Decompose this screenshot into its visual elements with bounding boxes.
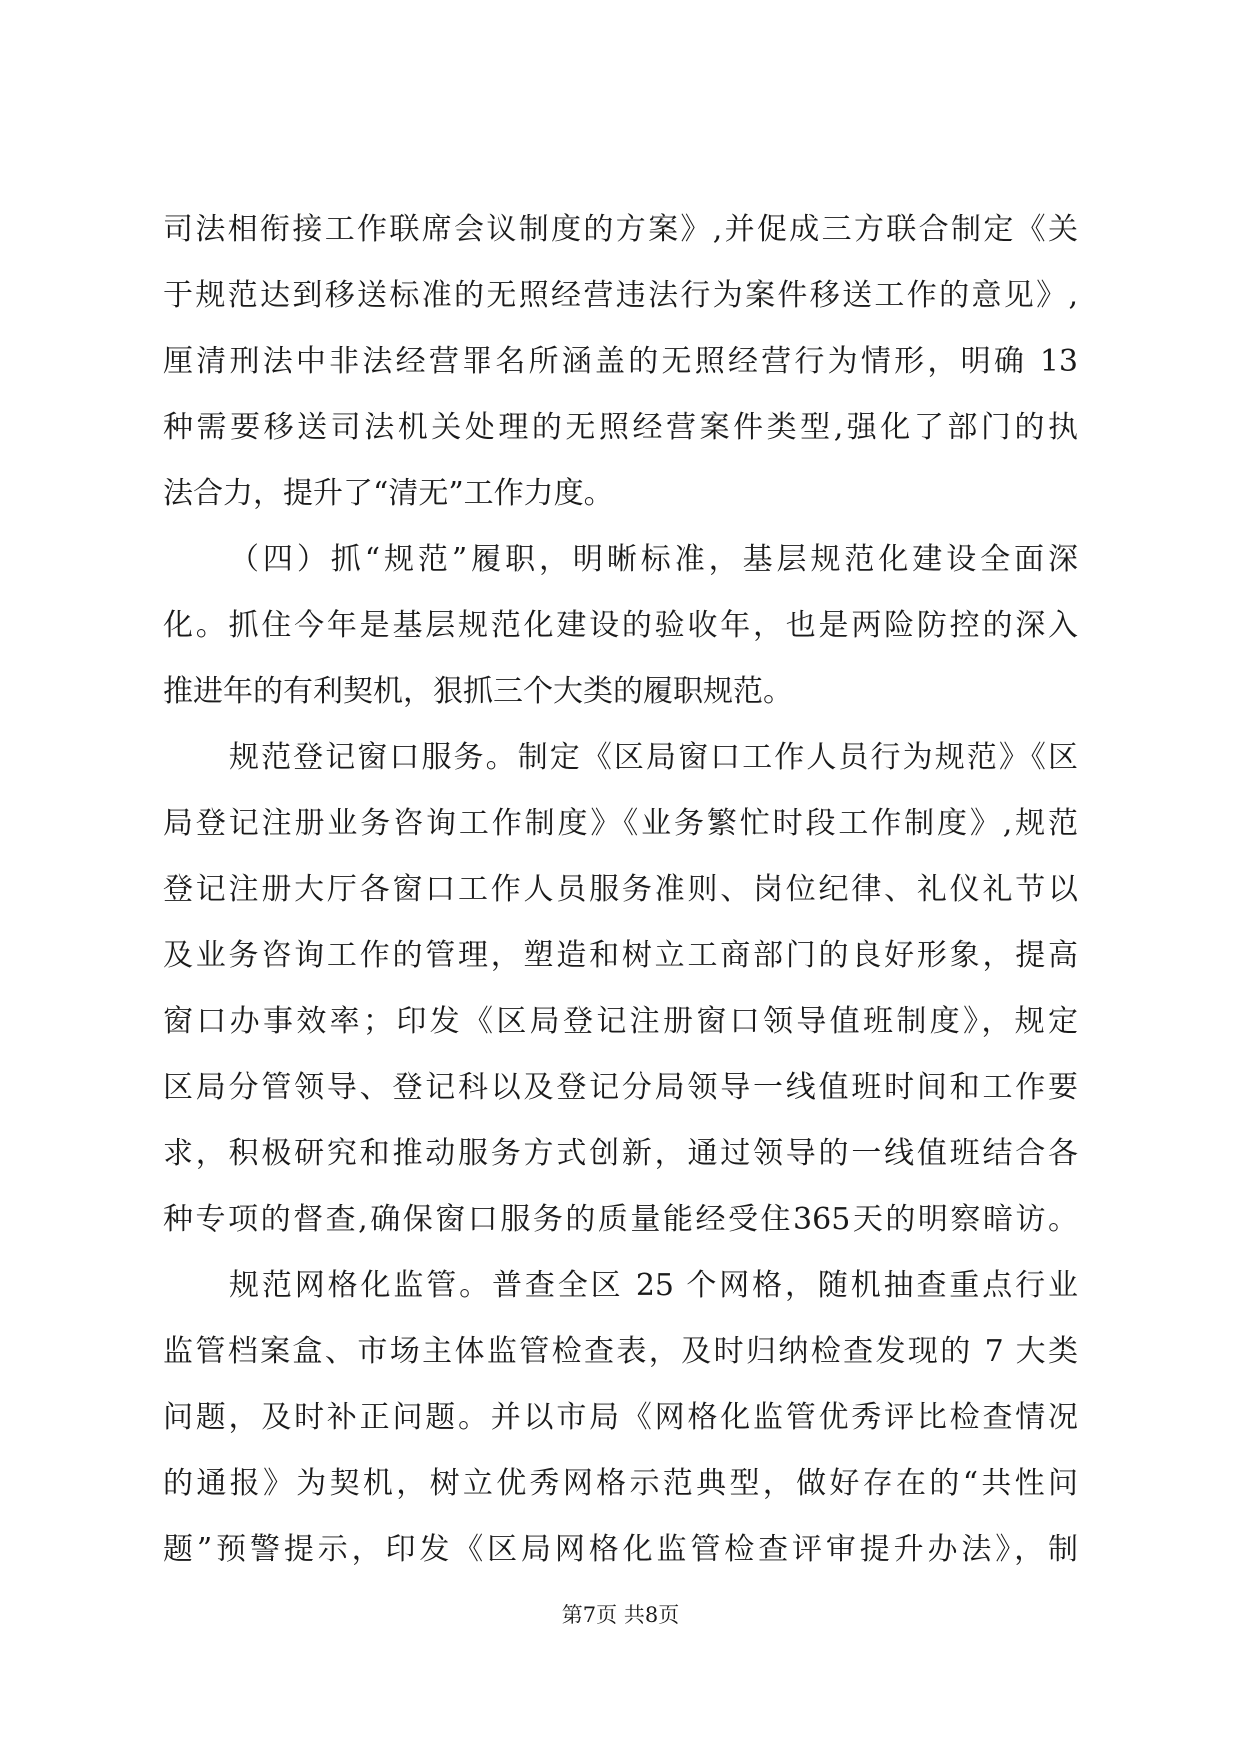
text-line: 于规范达到移送标准的无照经营违法行为案件移送工作的意见》,	[163, 278, 1078, 313]
page-total: 共8页	[623, 1603, 680, 1627]
text-line: 种需要移送司法机关处理的无照经营案件类型,强化了部门的执	[163, 410, 1078, 445]
paragraph-start-line: 规范网格化监管。普查全区 25 个网格，随机抽查重点行业	[229, 1268, 1078, 1303]
paragraph-start-line: 规范登记窗口服务。制定《区局窗口工作人员行为规范》《区	[229, 740, 1078, 775]
text-line: 局登记注册业务咨询工作制度》《业务繁忙时段工作制度》,规范	[163, 806, 1078, 841]
text-line: 推进年的有利契机，狠抓三个大类的履职规范。	[163, 674, 793, 709]
section-heading-line: （四）抓“规范”履职，明晰标准，基层规范化建设全面深	[229, 542, 1078, 577]
text-line: 监管档案盒、市场主体监管检查表，及时归纳检查发现的 7 大类	[163, 1334, 1078, 1369]
text-line: 法合力，提升了“清无”工作力度。	[163, 476, 614, 511]
text-line: 及业务咨询工作的管理，塑造和树立工商部门的良好形象，提高	[163, 938, 1078, 973]
text-line: 求，积极研究和推动服务方式创新，通过领导的一线值班结合各	[163, 1136, 1078, 1171]
text-line: 问题，及时补正问题。并以市局《网格化监管优秀评比检查情况	[163, 1400, 1078, 1435]
text-line: 区局分管领导、登记科以及登记分局领导一线值班时间和工作要	[163, 1070, 1078, 1105]
text-line: 窗口办事效率；印发《区局登记注册窗口领导值班制度》，规定	[163, 1004, 1078, 1039]
text-line: 题”预警提示，印发《区局网格化监管检查评审提升办法》，制	[163, 1532, 1078, 1567]
page-footer	[0, 1600, 1241, 1630]
text-line: 种专项的督查,确保窗口服务的质量能经受住365天的明察暗访。	[163, 1202, 1078, 1237]
text-line: 登记注册大厅各窗口工作人员服务准则、岗位纪律、礼仪礼节以	[163, 872, 1078, 907]
text-line: 化。抓住今年是基层规范化建设的验收年，也是两险防控的深入	[163, 608, 1078, 643]
text-line: 厘清刑法中非法经营罪名所涵盖的无照经营行为情形，明确 13	[163, 344, 1078, 379]
text-line: 司法相衔接工作联席会议制度的方案》,并促成三方联合制定《关	[163, 212, 1078, 247]
page-number: 第7页	[561, 1603, 618, 1627]
text-line: 的通报》为契机，树立优秀网格示范典型，做好存在的“共性问	[163, 1466, 1078, 1501]
